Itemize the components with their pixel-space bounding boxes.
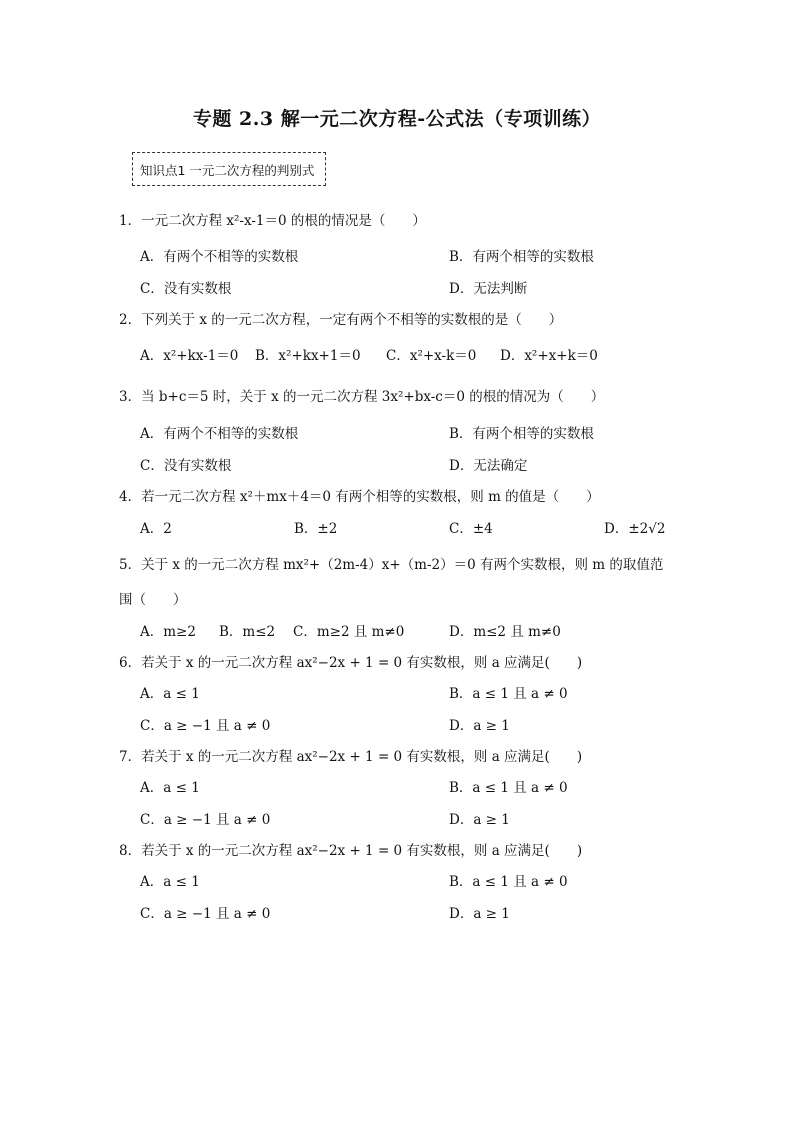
question-7-option-c: C．a ≥ −1 且 a ≠ 0 [140, 812, 271, 828]
question-5-option-a: A．m≥2 [140, 624, 196, 640]
question-4-option-c: C．±4 [449, 521, 493, 537]
question-4-stem: 4．若一元二次方程 x²＋mx＋4＝0 有两个相等的实数根，则 m 的值是（ ） [119, 489, 600, 505]
question-1-stem: 1．一元二次方程 x²-x-1＝0 的根的情况是（ ） [119, 213, 426, 229]
question-7-option-b: B．a ≤ 1 且 a ≠ 0 [449, 780, 568, 796]
question-2-option-a: A．x²+kx-1＝0 [140, 348, 239, 364]
question-1-option-c: C．没有实数根 [140, 281, 232, 297]
question-7-option-d: D．a ≥ 1 [449, 812, 510, 828]
page-title: 专题 2.3 解一元二次方程-公式法（专项训练） [192, 108, 602, 130]
question-2-option-d: D．x²+x+k＝0 [500, 348, 598, 364]
question-2-stem: 2．下列关于 x 的一元二次方程，一定有两个不相等的实数根的是（ ） [119, 312, 563, 328]
question-6-stem: 6．若关于 x 的一元二次方程 ax²−2x + 1 = 0 有实数根，则 a 应满足( ) [119, 655, 583, 671]
question-8-stem: 8．若关于 x 的一元二次方程 ax²−2x + 1 = 0 有实数根，则 a 应满足( ) [119, 843, 583, 859]
question-6-option-d: D．a ≥ 1 [449, 718, 510, 734]
question-4-option-d: D．±2√2 [604, 521, 666, 537]
question-3-stem: 3．当 b+c＝5 时，关于 x 的一元二次方程 3x²+bx-c＝0 的根的情况为（ ） [119, 389, 605, 405]
question-3-option-b: B．有两个相等的实数根 [449, 426, 594, 442]
question-3-option-d: D．无法确定 [449, 458, 528, 474]
question-7-option-a: A．a ≤ 1 [140, 780, 200, 796]
question-5-option-b: B．m≤2 [219, 624, 276, 640]
question-5-stem-continued: 围（ ） [119, 592, 187, 608]
question-5-option-c: C．m≥2 且 m≠0 [293, 624, 405, 640]
question-1-option-b: B．有两个相等的实数根 [449, 249, 594, 265]
question-1-option-a: A．有两个不相等的实数根 [140, 249, 299, 265]
question-7-stem: 7．若关于 x 的一元二次方程 ax²−2x + 1 = 0 有实数根，则 a 应满足( ) [119, 749, 583, 765]
question-5-option-d: D．m≤2 且 m≠0 [449, 624, 561, 640]
question-6-option-c: C．a ≥ −1 且 a ≠ 0 [140, 718, 271, 734]
question-2-option-c: C．x²+x-k＝0 [386, 348, 477, 364]
question-6-option-a: A．a ≤ 1 [140, 686, 200, 702]
question-3-option-c: C．没有实数根 [140, 458, 232, 474]
question-4-option-a: A．2 [140, 521, 172, 537]
question-2-option-b: B．x²+kx+1＝0 [255, 348, 361, 364]
question-8-option-a: A．a ≤ 1 [140, 874, 200, 890]
question-8-option-b: B．a ≤ 1 且 a ≠ 0 [449, 874, 568, 890]
question-8-option-d: D．a ≥ 1 [449, 906, 510, 922]
question-1-option-d: D．无法判断 [449, 281, 528, 297]
question-8-option-c: C．a ≥ −1 且 a ≠ 0 [140, 906, 271, 922]
knowledge-point-box [132, 152, 326, 186]
question-4-option-b: B．±2 [294, 521, 338, 537]
question-5-stem: 5．关于 x 的一元二次方程 mx²+（2m-4）x+（m-2）＝0 有两个实数根，则 m 的取值范 [119, 557, 664, 573]
question-6-option-b: B．a ≤ 1 且 a ≠ 0 [449, 686, 568, 702]
knowledge-point-label: 知识点1 一元二次方程的判别式 [140, 163, 315, 178]
question-3-option-a: A．有两个不相等的实数根 [140, 426, 299, 442]
